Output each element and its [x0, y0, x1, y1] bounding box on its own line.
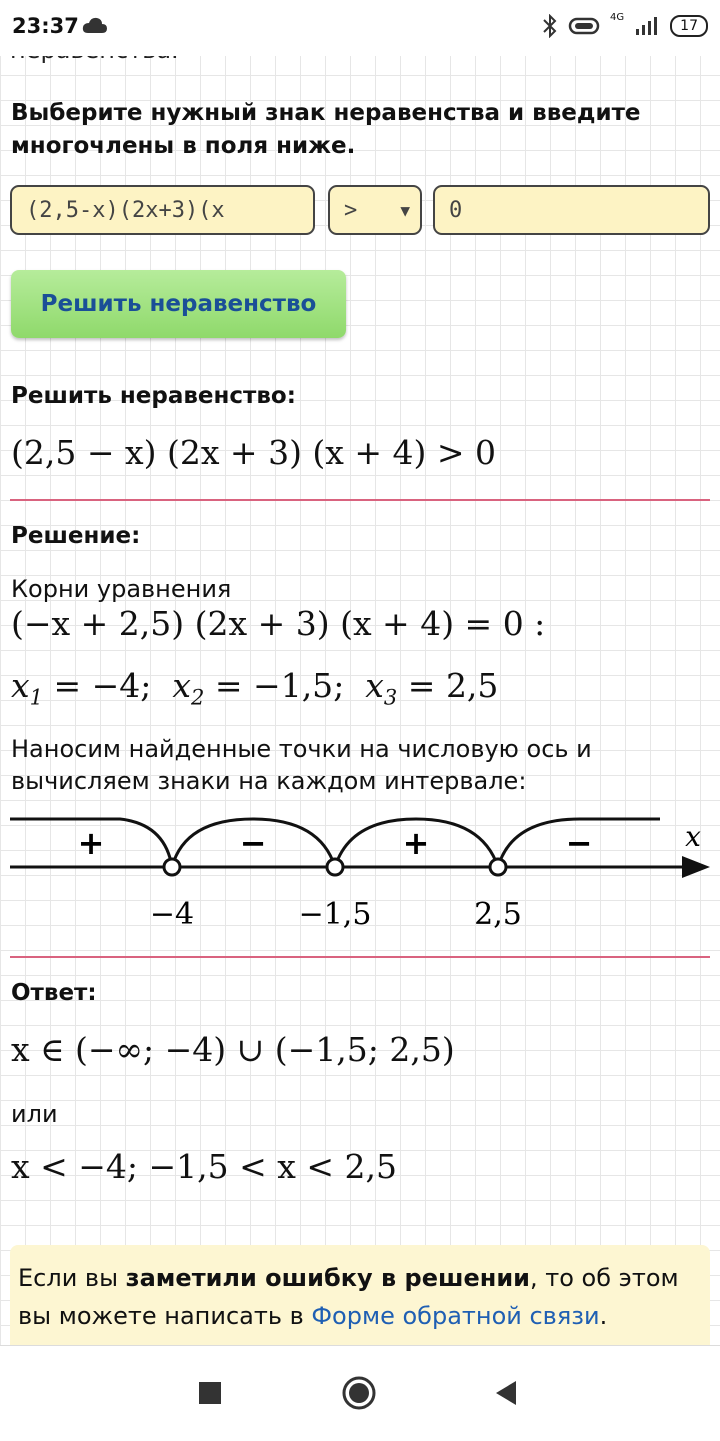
point-label: 2,5 — [474, 897, 522, 932]
root-x3: 2,5 — [445, 666, 499, 705]
back-triangle-icon[interactable] — [496, 1381, 516, 1405]
navigation-bar — [0, 1345, 720, 1441]
notice-bold: заметили ошибку в решении — [125, 1264, 530, 1292]
root-x1: −4 — [91, 666, 141, 705]
bluetooth-icon — [542, 14, 558, 38]
roots-equation: (−x + 2,5) (2x + 3) (x + 4) = 0 : — [11, 604, 546, 643]
battery-icon — [670, 15, 708, 37]
cloud-icon — [82, 16, 108, 34]
home-circle-icon[interactable] — [341, 1375, 377, 1411]
separator — [10, 956, 710, 958]
interval-sign: + — [77, 824, 105, 862]
battery-level: 17 — [680, 18, 698, 34]
problem-expression: (2,5 − x) (2x + 3) (x + 4) > 0 — [11, 433, 497, 472]
notice-middle: , то об этом вы можете написать в — [18, 1264, 679, 1330]
signal-icon — [634, 15, 660, 37]
notice-text — [18, 1259, 698, 1335]
axis-label: x — [685, 820, 701, 853]
left-polynomial-value: (2,5-x)(2x+3)(x — [26, 197, 225, 223]
point-marker — [490, 859, 506, 875]
point-marker — [327, 859, 343, 875]
axis-arrow-icon — [682, 856, 710, 878]
answer-or-label: или — [11, 1100, 58, 1128]
notice-prefix: Если вы — [18, 1264, 126, 1292]
status-bar — [0, 0, 720, 56]
answer-title: Ответ: — [11, 980, 97, 1006]
stop-square-icon[interactable] — [198, 1381, 222, 1405]
network-type-label: 4G — [610, 12, 625, 23]
interval-sign: − — [239, 824, 267, 862]
root-x2: −1,5 — [253, 666, 334, 705]
form-instruction: Выберите нужный знак неравенства и введите многочлены в поля ниже. — [11, 100, 641, 159]
roots-intro: Корни уравнения — [11, 575, 232, 603]
feedback-form-link[interactable]: Форме обратной связи — [311, 1302, 600, 1330]
interval-sign: − — [565, 824, 593, 862]
point-marker — [164, 859, 180, 875]
notice-suffix: . — [599, 1302, 608, 1330]
status-icons — [542, 14, 708, 38]
separator — [10, 499, 710, 501]
answer-inequality: x < −4; −1,5 < x < 2,5 — [11, 1147, 397, 1186]
problem-title: Решить неравенство: — [11, 383, 296, 409]
solve-inequality-button[interactable]: Решить неравенство — [11, 270, 346, 338]
number-line-diagram — [0, 808, 720, 938]
roots-list: $x_1 = -4$; $x_2 = -1,5$; $x_3 = 2,5$ — [11, 666, 499, 710]
right-polynomial-value: 0 — [449, 197, 463, 223]
right-polynomial-input[interactable] — [433, 185, 710, 235]
interval-sign: + — [402, 824, 430, 862]
vibrate-icon — [568, 16, 600, 36]
status-time: 23:37 — [12, 14, 79, 38]
error-notice-box — [10, 1245, 710, 1355]
answer-interval: x ∈ (−∞; −4) ∪ (−1,5; 2,5) — [11, 1030, 455, 1069]
point-label: −1,5 — [298, 897, 372, 932]
sign-select-value: > — [344, 197, 358, 223]
inequality-sign-select[interactable] — [328, 185, 422, 235]
point-label: −4 — [149, 897, 195, 932]
number-line-explanation: Наносим найденные точки на числовую ось и вычисляем знаки на каждом интервале: — [11, 735, 592, 795]
solution-title: Решение: — [11, 523, 141, 549]
dropdown-arrow-icon: ▼ — [400, 201, 410, 220]
left-polynomial-input[interactable] — [10, 185, 315, 235]
